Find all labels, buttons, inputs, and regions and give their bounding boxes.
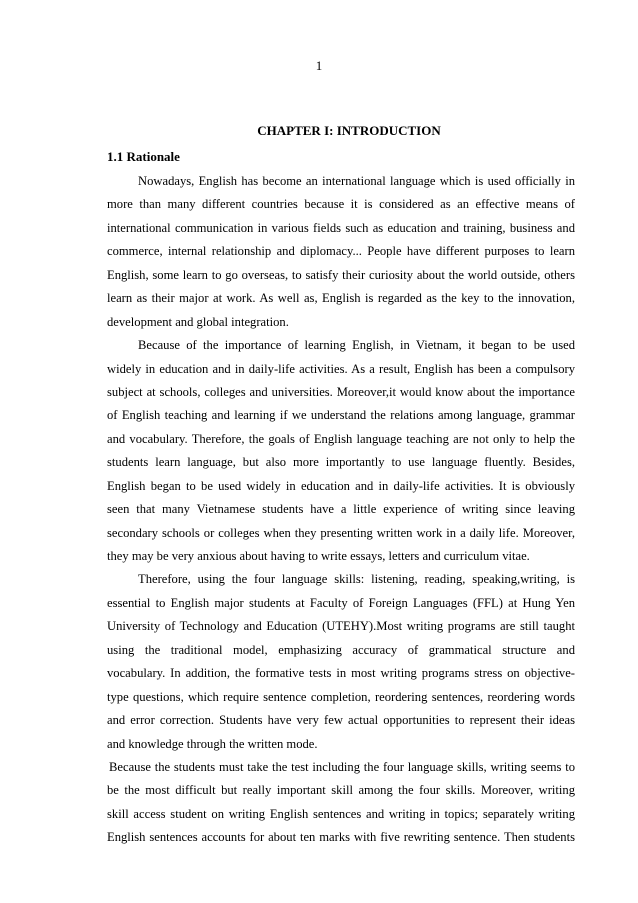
text-line: using the traditional model, emphasizing accuracy of grammatical structure and [107, 642, 575, 657]
text-line: subject at schools, colleges and universities. Moreover,it would know about the importance [107, 384, 575, 399]
text-line: more than many different countries because it is considered as an effective means of [107, 197, 575, 212]
text-line: University of Technology and Education (UTEHY).Most writing programs are still taught [107, 619, 575, 634]
text-line: international communication in various fields such as education and training, business and [107, 220, 575, 235]
text-line: widely in education and in daily-life activities. As a result, English has been a compulsory [107, 361, 575, 376]
page-number: 1 [315, 58, 323, 73]
text-line: English began to be used widely in education and in daily-life activities. It is obviously [107, 478, 575, 493]
text-line: type questions, which require sentence completion, reordering sentences, reordering words [107, 689, 575, 704]
text-line: Therefore, using the four language skills: listening, reading, speaking,writing, is [138, 572, 575, 587]
text-line: English, some learn to go overseas, to satisfy their curiosity about the world outside, others [107, 267, 575, 282]
text-line: Nowadays, English has become an international language which is used officially in [138, 174, 575, 188]
text-line: learn as their major at work. As well as, English is regarded as the key to the innovation, [107, 291, 575, 306]
text-line: Because the students must take the test including the four language skills, writing seems to [109, 759, 575, 774]
text-line: they may be very anxious about having to write essays, letters and curriculum vitae. [107, 549, 530, 563]
text-line: and knowledge through the written mode. [107, 736, 318, 751]
text-line: of English teaching and learning if we understand the relations among language, grammar [107, 408, 575, 423]
section-heading: 1.1 Rationale [107, 149, 180, 164]
text-line: seen that many Vietnamese students have a little experience of writing since leaving [107, 502, 575, 517]
text-line: development and global integration. [107, 314, 289, 329]
text-line: commerce, internal relationship and diplomacy... People have different purposes to learn [107, 244, 575, 259]
text-line: English sentences accounts for about ten marks with five rewriting sentence. Then students [107, 830, 575, 845]
text-line: and error correction. Students have very few actual opportunities to represent their ideas [107, 713, 575, 728]
text-line: vocabulary. In addition, the formative tests in most writing programs stress on objective- [107, 666, 575, 681]
text-line: skill access student on writing English sentences and writing in topics; separately writing [107, 806, 575, 821]
body-text [107, 170, 575, 850]
text-line: essential to English major students at Faculty of Foreign Languages (FFL) at Hung Yen [107, 595, 575, 610]
text-line: and vocabulary. Therefore, the goals of English language teaching are not only to help the [107, 431, 575, 446]
text-line: Because of the importance of learning English, in Vietnam, it began to be used [138, 338, 575, 353]
text-line: secondary schools or colleges when they presenting written work in a daily life. Moreover, [107, 525, 575, 540]
chapter-title: CHAPTER I: INTRODUCTION [257, 123, 441, 138]
text-line: be the most difficult but really important skill among the four skills. Moreover, writing [107, 783, 575, 798]
text-line: students learn language, but also more importantly to use language fluently. Besides, [107, 455, 575, 470]
